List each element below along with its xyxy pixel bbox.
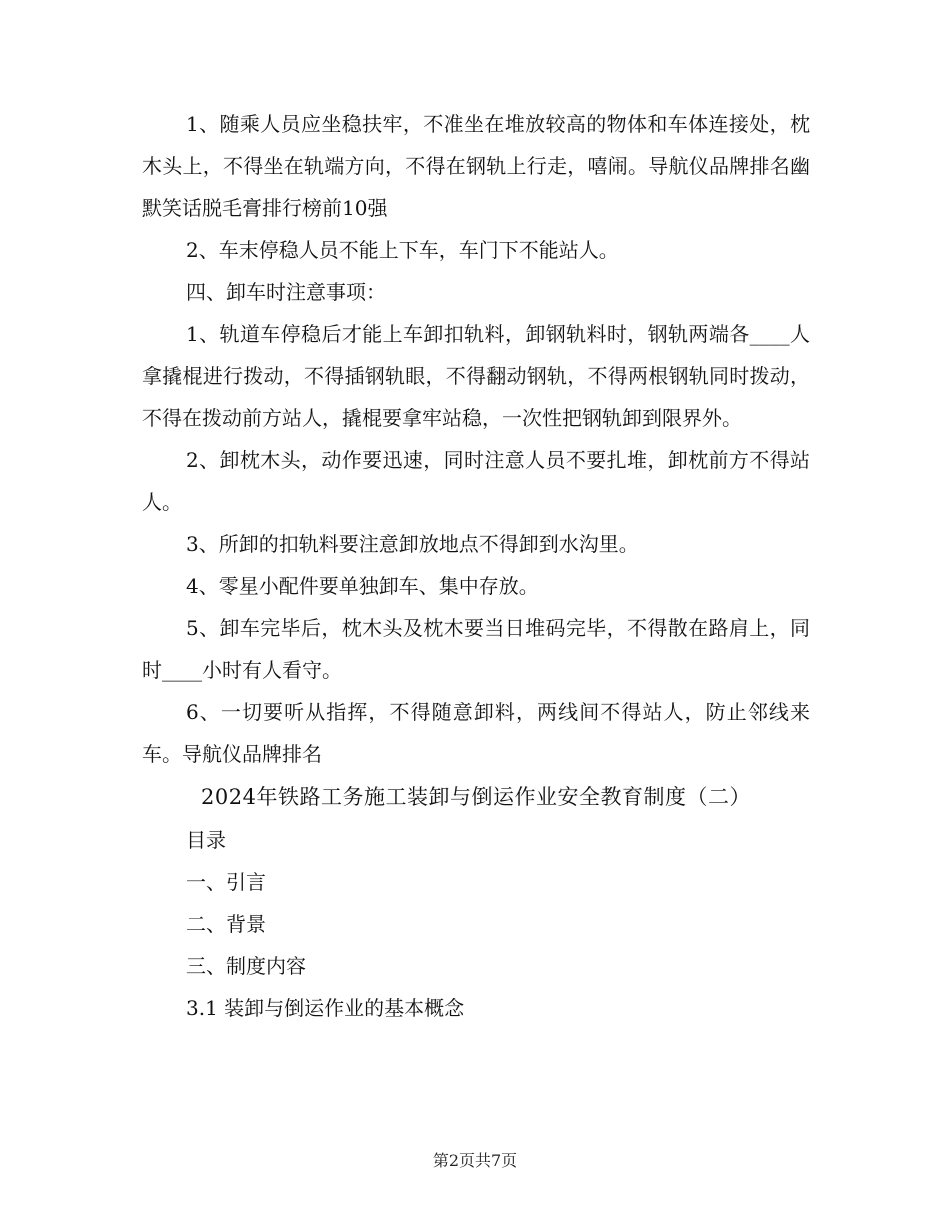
paragraph: 1、轨道车停稳后才能上车卸扣轨料，卸钢轨料时，钢轨两端各____人拿撬棍进行拨动，不得插钢轨眼，不得翻动钢轨，不得两根钢轨同时拨动，不得在拨动前方站人，撬棍要拿牢站稳，一次性把钢轨卸到限界外。: [142, 322, 810, 430]
table-of-contents: [142, 819, 810, 1029]
paragraph: 2、卸枕木头，动作要迅速，同时注意人员不要扎堆，卸枕前方不得站人。: [142, 448, 810, 514]
page-number-footer: 第2页共7页: [432, 1151, 518, 1170]
paragraph: 6、一切要听从指挥，不得随意卸料，两线间不得站人，防止邻线来车。导航仪品牌排名: [142, 700, 810, 766]
toc-item: 三、制度内容: [186, 954, 306, 978]
document-title: 2024年铁路工务施工装卸与倒运作业安全教育制度（二）: [201, 785, 751, 809]
toc-title: 目录: [186, 828, 226, 852]
paragraph: 3、所卸的扣轨料要注意卸放地点不得卸到水沟里。: [186, 532, 639, 556]
toc-item: 一、引言: [186, 870, 266, 894]
paragraph: 5、卸车完毕后，枕木头及枕木要当日堆码完毕，不得散在路肩上，同时____小时有人看守。: [142, 616, 810, 682]
paragraph: 1、随乘人员应坐稳扶牢，不准坐在堆放较高的物体和车体连接处，枕木头上，不得坐在轨端方向，不得在钢轨上行走，嘻闹。导航仪品牌排名幽默笑话脱毛膏排行榜前10强: [142, 112, 810, 220]
paragraph: 2、车末停稳人员不能上下车，车门下不能站人。: [186, 238, 619, 262]
document-page: [142, 103, 810, 1029]
section-heading-unloading: 四、卸车时注意事项：: [186, 280, 386, 304]
paragraph: 4、零星小配件要单独卸车、集中存放。: [186, 574, 539, 598]
toc-item: 3.1 装卸与倒运作业的基本概念: [186, 996, 465, 1020]
toc-item: 二、背景: [186, 912, 266, 936]
